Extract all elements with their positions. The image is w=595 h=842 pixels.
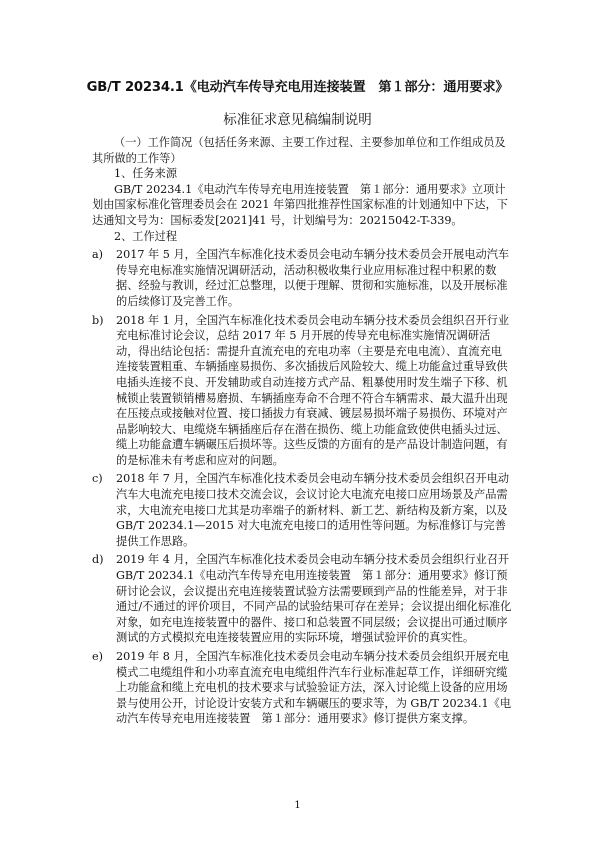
list-marker: d) (92, 553, 104, 567)
document-subtitle: 标准征求意见稿编制说明 (223, 112, 372, 128)
subsection-heading-task-source: 1、任务来源 (114, 167, 178, 181)
list-item-text: 2019 年 8 月，全国汽车标准化技术委员会电动车辆分技术委员会组织开展充电模式二电缆组件和小功率直流充电电缆组件汽车行业标准起草工作，详细研究缆上功能盒和缆上充电机的技术要求与试验验证方法，深入讨论缆上设备的应用场景与使用公开，讨论设计安装方式和车辆碾压的要求等，为 GB/T 20234.1《电动汽车传导充电用连接装置 第１部分：通用要求》修订提供方案支撑。 (116, 650, 512, 726)
page-number: 1 (294, 800, 301, 811)
section-heading: （一）工作简况（包括任务来源、主要工作过程、主要参加单位和工作组成员及其所做的工作等） (92, 136, 506, 165)
document-body (92, 135, 512, 727)
list-marker: b) (92, 313, 104, 327)
list-item-b (92, 313, 512, 469)
paragraph-task-source: GB/T 20234.1《电动汽车传导充电用连接装置 第１部分：通用要求》立项计划由国家标准化管理委员会在 2021 年第四批推荐性国家标准的计划通知中下达，下达通知文号为：国标委发[2021]41 号，计划编号为：20215042-T-339。 (92, 182, 508, 227)
document-title: GB/T 20234.1《电动汽车传导充电用连接装置 第１部分：通用要求》 (86, 80, 509, 95)
list-marker: a) (92, 248, 104, 262)
list-item-d (92, 552, 512, 646)
list-marker: e) (92, 650, 103, 663)
list-item-text: 2017 年 5 月，全国汽车标准化技术委员会电动车辆分技术委员会开展电动汽车传导充电标准实施情况调研活动，活动积极收集行业应用标准过程中积累的数据、经验与教训，经过汇总整理，以便于理解、贯彻和实施标准，以及开展标准的后续修订及完善工作。 (116, 248, 510, 308)
subsection-heading-work-process: 2、工作过程 (114, 229, 178, 243)
list-item-text: 2018 年 7 月，全国汽车标准化技术委员会电动车辆分技术委员会组织召开电动汽车大电流充电接口技术交流会议，会议讨论大电流充电接口应用场景及产品需求，大电流充电接口尤其是功率端子的新材料、新工艺、新结构及新方案，以及 GB/T 20234.1—2015 对大电流充电接口的适用性等问题。为标准修订与完善提供工作思路。 (116, 472, 510, 548)
list-item-c (92, 471, 512, 549)
list-item-e (92, 649, 512, 727)
list-item-a (92, 247, 512, 309)
list-item-text: 2018 年 1 月，全国汽车标准化技术委员会电动车辆分技术委员会组织召开行业充电标准讨论会议，总结 2017 年 5 月开展的传导充电标准实施情况调研活动，得出结论包括：需提升直流充电的充电功率（主要是充电电流）、直流充电连接装置粗重、车辆插座易损伤、多次插拔后风险较大、缆上功能盒过重导致供电插头连接不良、开发辅助或自动连接方式产品、粗暴使用时发生端子下移、机械锁止装置锁销槽易磨损、车辆插座寿命不合理不符合车辆需求、最大温升出现在压接点或接触对位置、接口插拔力有衰减、镀层易损坏端子易损伤、环境对产品影响较大、电缆烧车辆插座后存在潜在损伤、缆上功能盒致使供电插头过远、缆上功能盒遭车辆碾压后损坏等。这些反馈的方面有的是产品设计制造问题，有的是标准未有考虑和应对的问题。 (116, 313, 510, 467)
list-marker: c) (92, 472, 103, 486)
list-item-text: 2019 年 4 月，全国汽车标准化技术委员会电动车辆分技术委员会组织行业召开 GB/T 20234.1《电动汽车传导充电用连接装置 第１部分：通用要求》修订预研讨论会议，会议提出充电连接装置试验方法需要顾到产品的性能差异，对于非通过/不通过的评价项目，不同产品的试验结果可存在差异；会议提出细化标准化对象，如充电连接装置中的器件、接口和总装置不同层级；会议提出可通过顺序测试的方式模拟充电连接装置应用的实际环境，增强试验评价的真实性。 (116, 553, 512, 645)
